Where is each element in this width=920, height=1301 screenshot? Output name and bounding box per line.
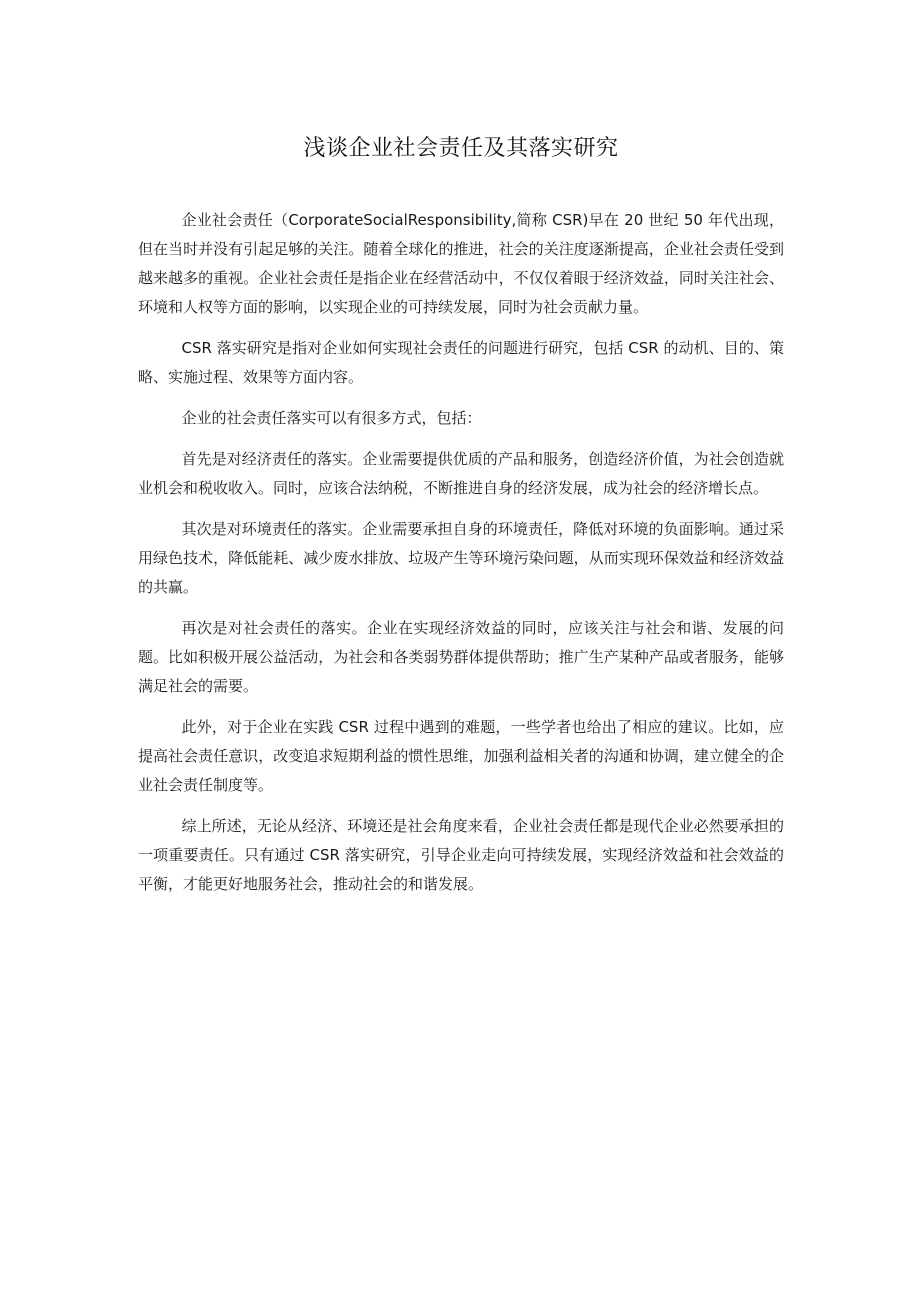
paragraph-conclusion: 综上所述，无论从经济、环境还是社会角度来看，企业社会责任都是现代企业必然要承担的一项重要责任。只有通过 CSR 落实研究，引导企业走向可持续发展，实现经济效益和社会效益的平衡，才能更好地服务社会，推动社会的和谐发展。 [138,817,784,893]
paragraph-scholar-suggestions: 此外，对于企业在实践 CSR 过程中遇到的难题，一些学者也给出了相应的建议。比如，应提高社会责任意识，改变追求短期利益的惯性思维，加强利益相关者的沟通和协调，建立健全的企业社会责任制度等。 [138,718,784,794]
document-body [138,206,784,899]
paragraph-environmental-responsibility: 其次是对环境责任的落实。企业需要承担自身的环境责任，降低对环境的负面影响。通过采用绿色技术，降低能耗、减少废水排放、垃圾产生等环境污染问题，从而实现环保效益和经济效益的共赢。 [138,520,784,596]
paragraph-economic-responsibility: 首先是对经济责任的落实。企业需要提供优质的产品和服务，创造经济价值，为社会创造就业机会和税收收入。同时，应该合法纳税，不断推进自身的经济发展，成为社会的经济增长点。 [138,450,784,497]
paragraph-csr-research: CSR 落实研究是指对企业如何实现社会责任的问题进行研究，包括 CSR 的动机、目的、策略、实施过程、效果等方面内容。 [138,339,784,386]
paragraph-social-responsibility: 再次是对社会责任的落实。企业在实现经济效益的同时，应该关注与社会和谐、发展的问题。比如积极开展公益活动，为社会和各类弱势群体提供帮助；推广生产某种产品或者服务，能够满足社会的需要。 [138,619,784,695]
paragraph-intro: 企业社会责任（CorporateSocialResponsibility,简称 CSR)早在 20 世纪 50 年代出现，但在当时并没有引起足够的关注。随着全球化的推进，社会的关注度逐渐提高，企业社会责任受到越来越多的重视。企业社会责任是指企业在经营活动中，不仅仅着眼于经济效益，同时关注社会、环境和人权等方面的影响，以实现企业的可持续发展，同时为社会贡献力量。 [138,211,784,316]
paragraph-methods-lead: 企业的社会责任落实可以有很多方式，包括： [181,409,482,427]
document-title: 浅谈企业社会责任及其落实研究 [303,136,619,161]
